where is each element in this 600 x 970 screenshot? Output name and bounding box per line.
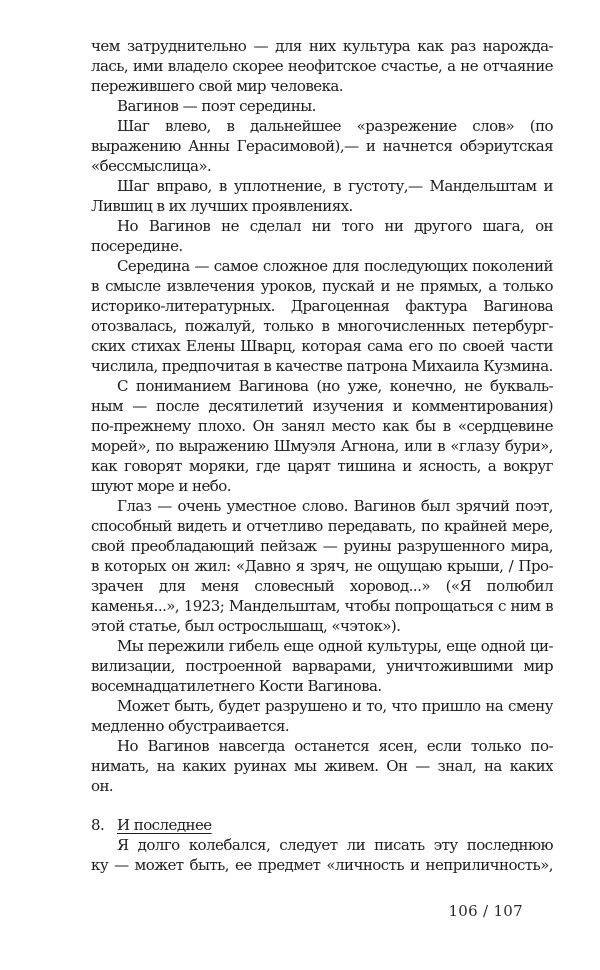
text-line: медленно обустраивается.: [91, 717, 290, 735]
section-heading: [91, 815, 553, 835]
text-line: числила, предпочитая в качестве патрона Михаила Кузмина.: [91, 357, 553, 375]
text-line: выражению Анны Герасимовой),— и начнется обэриутская: [91, 137, 553, 155]
text-line: чем затруднительно — для них культура как раз нарожда-: [91, 37, 553, 55]
text-line: Но Вагинов навсегда останется ясен, если только по-: [117, 737, 553, 755]
text-line: каменья...», 1923; Мандельштам, чтобы попрощаться с ним в: [91, 597, 553, 615]
page-body: [91, 36, 553, 875]
text-line: Я долго колебался, следует ли писать эту последнюю: [117, 836, 553, 854]
text-line: Глаз — очень уместное слово. Вагинов был зрячий поэт,: [117, 497, 553, 515]
text-line: Но Вагинов не сделал ни того ни другого шага, он: [117, 217, 553, 235]
section-number: 8.: [91, 816, 105, 834]
text-line: вилизации, построенной варварами, уничтожившими мир: [91, 657, 553, 675]
text-line: восемнадцатилетнего Кости Вагинова.: [91, 677, 382, 695]
text-line: Лившиц в их лучших проявлениях.: [91, 197, 353, 215]
section-gap: [91, 796, 553, 815]
text-line: Шаг влево, в дальнейшее «разрежение слов» (по: [117, 117, 553, 135]
text-line: как говорят моряки, где царят тишина и ясность, а вокруг: [91, 457, 553, 475]
text-line: лась, ими владело скорее неофитское счастье, а не отчаяние: [91, 57, 553, 75]
text-line: нимать, на каких руинах мы живем. Он — знал, на каких: [91, 757, 553, 775]
text-line: отозвалась, пожалуй, только в многочисленных петербург-: [91, 317, 553, 335]
text-line: Середина — самое сложное для последующих поколений: [117, 257, 553, 275]
text-line: ских стихах Елены Шварц, которая сама его по своей части: [91, 337, 553, 355]
text-line: способный видеть и отчетливо передавать, по крайней мере,: [91, 517, 553, 535]
text-line: Вагинов — поэт середины.: [117, 97, 316, 115]
main-text: [91, 36, 553, 796]
text-line: «бессмыслица».: [91, 157, 212, 175]
text-line: ным — после десятилетий изучения и комментирования): [91, 397, 553, 415]
text-line: в которых он жил: «Давно я зряч, не ощущаю крыши, / Про-: [91, 557, 553, 575]
text-line: свой преобладающий пейзаж — руины разрушенного мира,: [91, 537, 553, 555]
section-text: [91, 835, 553, 875]
text-line: Может быть, будет разрушено и то, что пришло на смену: [117, 697, 553, 715]
text-line: ку — может быть, ее предмет «личность и неприличность»,: [91, 856, 553, 874]
text-line: С пониманием Вагинова (но уже, конечно, не букваль-: [117, 377, 553, 395]
text-line: посередине.: [91, 237, 183, 255]
page-number: 106 / 107: [448, 902, 523, 920]
text-line: зрачен для меня словесный хоровод...» («Я полюбил: [91, 577, 553, 595]
text-line: историко-литературных. Драгоценная фактура Вагинова: [91, 297, 553, 315]
text-line: в смысле извлечения уроков, пускай и не прямых, а только: [91, 277, 553, 295]
section-title: И последнее: [117, 816, 212, 834]
text-line: он.: [91, 777, 114, 795]
text-line: морей», по выражению Шмуэля Агнона, или в «глазу бури»,: [91, 437, 553, 455]
text-line: Шаг вправо, в уплотнение, в густоту,— Мандельштам и: [117, 177, 553, 195]
text-line: шуют море и небо.: [91, 477, 231, 495]
text-line: Мы пережили гибель еще одной культуры, еще одной ци-: [117, 637, 553, 655]
text-line: по-прежнему плохо. Он занял место как бы в «сердцевине: [91, 417, 553, 435]
text-line: пережившего свой мир человека.: [91, 77, 344, 95]
text-line: этой статье, был острослышащ, «чэток»).: [91, 617, 401, 635]
